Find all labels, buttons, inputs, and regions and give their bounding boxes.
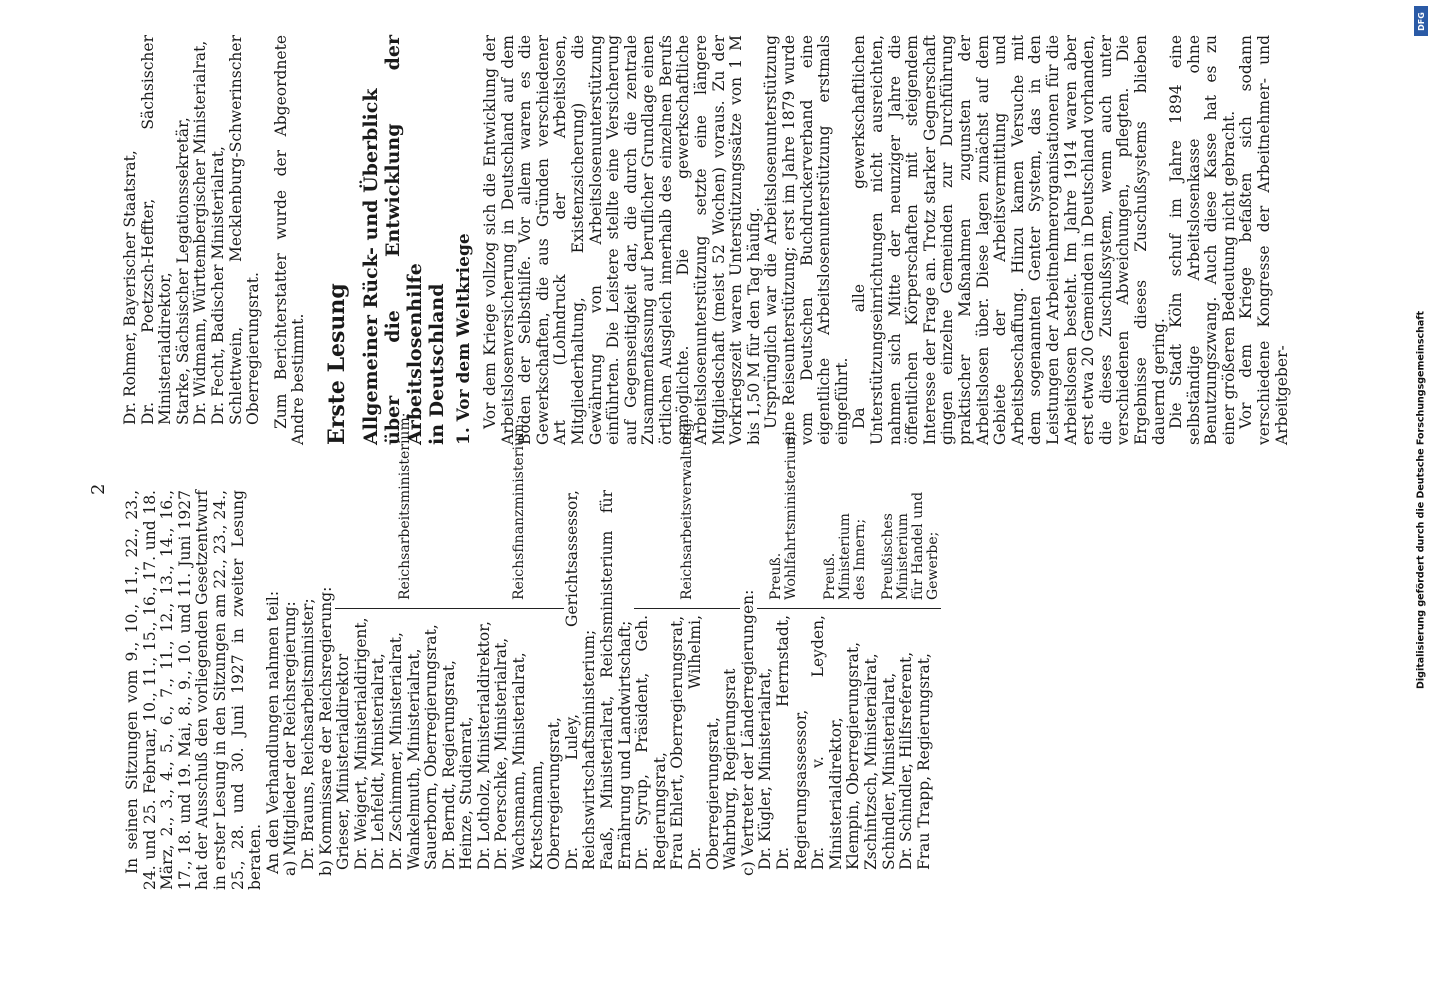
representative-name: Dr. v. Leyden, Ministerialdirektor,	[809, 615, 845, 870]
commissioner-name: Dr. Zschimmer, Ministerialrat,	[386, 632, 405, 870]
state-representative: Dr. Rohmer, Bayerischer Staatsrat,	[121, 150, 139, 425]
commissioner-line: Faaß, Ministerialrat, Reichsministerium für Ernährung und Landwirtschaft;	[598, 490, 634, 870]
section-a-member: Dr. Brauns, Reichsarbeitsminister;	[298, 598, 317, 870]
left-column	[123, 412, 941, 890]
state-representative: Dr. Poetzsch-Heffter, Sächsischer Ministerialdirektor,	[138, 35, 175, 425]
ministry-label: Preuß. Ministerium des Innern;	[821, 513, 868, 600]
state-representative: Dr. Fecht, Badischer Ministerialrat,	[208, 146, 227, 425]
section-b-heading: b) Kommissare der Reichsregierung:	[316, 586, 335, 876]
state-group-trade	[881, 490, 941, 870]
section-a-heading: a) Mitglieder der Reichsregierung:	[281, 601, 300, 876]
chapter-heading-line1: Allgemeiner Rück- und Überblick	[359, 88, 382, 445]
body-paragraph: Ursprünglich war die Arbeitslosenunterstützung eine Reiseunterstützung; erst im Jahre 1879 wurde vom Deutschen Buchdruckerverband eine eigentliche Arbeitslosenunterstützung erstmals eingeführt.	[762, 35, 851, 445]
representative-name: Dr. Herrnstadt, Regierungsassessor,	[773, 615, 810, 870]
commissioner-name: Dr. Berndt, Regierungsrat,	[439, 660, 458, 870]
commissioner-name: Dr. Lehfeldt, Ministerialrat,	[369, 653, 388, 870]
representative-name: Dr. Kügler, Ministerialrat,	[756, 667, 775, 870]
page-number: 2	[88, 483, 109, 495]
commissioner-line: Dr. Luley, Gerichtsassessor, Reichswirtschaftsministerium;	[562, 490, 599, 870]
section-heading-first-reading: Erste Lesung	[323, 283, 350, 445]
representative-name: Frau Trapp, Regierungsrat,	[914, 653, 933, 870]
ministry-label: Preußisches Ministerium für Handel und Gewerbe;	[879, 491, 941, 600]
commissioner-name: Frau Ehlert, Oberregierungsrat,	[668, 615, 687, 870]
ministry-label: Reichsarbeitsministerium;	[397, 412, 413, 600]
representative-name: Dr. Schindler, Hilfsreferent,	[897, 651, 916, 870]
body-paragraph: Die Stadt Köln schuf im Jahre 1894 eine selbständige Arbeitslosenkasse ohne Benutzungszwang. Auch diese Kasse hat es zu einer größeren Bedeutung nicht gebracht.	[1167, 35, 1238, 445]
commissioner-name: Heinze, Studienrat,	[457, 716, 476, 870]
commissioner-name: Wankelmuth, Ministerialrat,	[404, 648, 423, 870]
commissioner-name: Kretschmann, Oberregierungsrat,	[527, 717, 564, 870]
commissioner-name: Dr. Wilhelmi, Oberregierungsrat,	[686, 615, 722, 870]
subsection-heading: 1. Vor dem Weltkriege	[453, 233, 474, 445]
state-group-welfare	[756, 432, 810, 870]
body-paragraph: Vor dem Kriege befaßten sich sodann verschiedene Kongresse der Arbeitnehmer- und Arbeitgeber-	[1237, 35, 1291, 445]
commissioner-name: Dr. Poerschke, Ministerialrat,	[492, 637, 511, 870]
ministry-label: Reichsarbeitsverwaltung;	[678, 418, 695, 600]
commissioner-name: Dr. Weigert, Ministerialdirigent,	[351, 617, 370, 870]
ministry-label: Preuß. Wohlfahrtsministerium;	[767, 432, 799, 600]
commissioner-name: Sauerborn, Oberregierungsrat,	[422, 624, 441, 870]
ministry-label: Reichsfinanzministerium;	[511, 419, 528, 600]
state-representative: Dr. Widmann, Württembergischer Ministerialrat,	[191, 40, 210, 425]
right-column	[122, 35, 1291, 445]
reporter-paragraph: Zum Berichterstatter wurde der Abgeordnete Andre bestimmt.	[271, 35, 308, 445]
funding-note: Digitalisierung gefördert durch die Deutsche Forschungsgemeinschaft	[1415, 311, 1427, 689]
body-paragraph: Vor dem Kriege vollzog sich die Entwicklung der Arbeitslosenversicherung in Deutschland auf dem Boden der Selbsthilfe. Vor allem waren es die Gewerkschaften, die aus Gründen verschiedener Art (Lohndruck der Arbeitslosen, Mitgliederhaltung, Existenzsicherung) die Gewährung von Arbeitslosenunterstützung einführten. Die Leistere stellte eine Versicherung auf Gegenseitigkeit dar, die durch die zentrale Zusammenfassung auf beruflicher Grundlage einen örtlichen Ausgleich innerhalb des einzelnen Berufs ermöglichte. Die gewerkschaftliche Arbeitslosenunterstützung setzte eine längere Mitgliedschaft (meist 52 Wochen) voraus. Zu der Vorkriegszeit waren Unterstützungssätze von 1 M bis 1,50 M für den Tag häufig.	[480, 35, 763, 445]
commissioner-group-labour-admin	[633, 418, 740, 870]
representative-name: Klempin, Oberregierungsrat,	[844, 641, 863, 870]
state-representative: Starke, Sächsischer Legationssekretär,	[173, 117, 192, 425]
chapter-heading-line3: in Deutschland	[425, 283, 448, 445]
commissioner-name: Grieser, Ministerialdirektor	[334, 653, 353, 870]
commissioner-name: Wahrburg, Regierungsrat	[721, 668, 740, 870]
commissioner-name: Wachsmann, Ministerialrat,	[510, 652, 529, 870]
intro-paragraph: In seinen Sitzungen vom 9., 10., 11., 22., 23., 24. und 25. Februar, 10., 11., 15., 16., 17. und 18. März, 2., 3., 4., 5., 6., 7., 11., 12., 13., 14., 16., 17., 18. und 19. Mai, 8., 9., 10. und 11. Juni 1927 hat der Ausschuß den vorliegenden Gesetzentwurf in erster Lesung in den Sitzungen am 22., 23., 24., 25., 28. und 30. Juni 1927 in zweiter Lesung beraten.	[123, 490, 265, 890]
representative-name: Schindler, Ministerialrat,	[879, 672, 898, 870]
chapter-heading-line2: über die Entwicklung der Arbeitslosenhilfe	[381, 35, 426, 445]
body-paragraph: Da alle gewerkschaftlichen Unterstützungseinrichtungen nicht ausreichten, nahmen sich Mitte der neunziger Jahre die öffentlichen Körperschaften mit steigendem Interesse der Frage an. Trotz starker Gegnerschaft gingen einzelne Gemeinden zur Durchführung praktischer Maßnahmen zugunsten der Arbeitslosen über. Diese lagen zunächst auf dem Gebiete der Arbeitsvermittlung und Arbeitsbeschaffung. Hinzu kamen Versuche mit dem sogenannten Genter System, das in den Leistungen der Arbeitnehmerorganisationen für die Arbeitslosen besteht. Im Jahre 1914 waren aber erst etwa 20 Gemeinden in Deutschland vorhanden, die dieses Zuschußsystem, wenn auch unter verschiedenen Abweichungen, pflegten. Die Ergebnisse dieses Zuschußsystems blieben dauernd gering.	[850, 35, 1168, 445]
funding-sidebar	[1412, 10, 1430, 990]
dfg-logo: DFG	[1414, 6, 1428, 36]
state-group-interior	[810, 490, 880, 870]
section-c-heading: c) Vertreter der Länderregierungen:	[738, 589, 757, 876]
participants-line: An den Verhandlungen nahmen teil:	[263, 590, 282, 874]
commissioner-name: Dr. Lotholz, Ministerialdirektor,	[474, 621, 493, 870]
commissioner-group-labour	[334, 412, 476, 870]
state-representative: Schlettwein, Mecklenburg-Schwerinscher Oberregierungsrat.	[226, 35, 263, 425]
commissioner-name: Dr. Syrup, Präsident, Geh. Regierungsrat,	[633, 615, 669, 870]
commissioner-group-finance	[474, 419, 564, 870]
representative-name: Zschintzsch, Ministerialrat,	[861, 653, 880, 870]
